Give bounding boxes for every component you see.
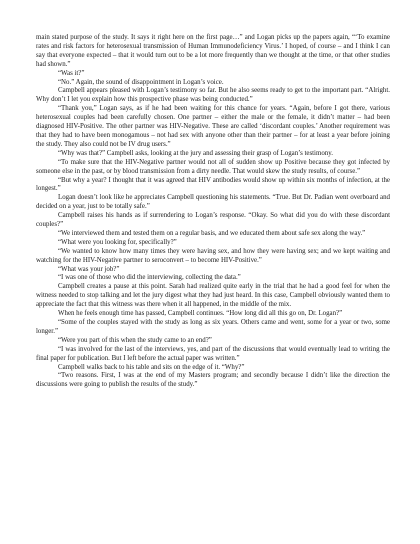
paragraph: “I was one of those who did the interviewing, collecting the data.” (58, 274, 241, 282)
paragraph: “We wanted to know how many times they were having sex, and how they were having sex; and we kept waiting and watching for the HIV-Negative partner to seroconvert – to become HIV-Positive.” (36, 247, 390, 264)
paragraph: Campbell raises his hands as if surrendering to Logan’s response. “Okay. So what did you do with these discordant couples?” (36, 212, 390, 229)
paragraph: main stated purpose of the study. It says it right here on the first page…” and Logan picks up the papers again, “‘To examine rates and risk factors for heterosexual transmission of Human Immunodeficiency Virus.’ I hoped, of course – and I think I can say that everyone expected – that it would turn out to be a lot more frequently than we thought at the time, or that other studies had shown.” (36, 34, 390, 68)
paragraph: “No.” Again, the sound of disappointment in Logan’s voice. (58, 78, 224, 86)
paragraph: When he feels enough time has passed, Campbell continues. “How long did all this go on, Dr. Logan?” (58, 310, 343, 318)
paragraph: “What were you looking for, specifically?” (58, 238, 177, 246)
body-text (36, 34, 390, 390)
paragraph: “Was it?” (58, 69, 85, 77)
paragraph: “I was involved for the last of the interviews, yes, and part of the discussions that would eventually lead to writing the final paper for publication. But I left before the actual paper was written.” (36, 345, 390, 362)
paragraph: “But why a year? I thought that it was agreed that HIV antibodies would show up within six months of infection, at the longest.” (36, 176, 390, 193)
paragraph: “Some of the couples stayed with the study as long as six years. Others came and went, some for a year or two, some longer.” (36, 319, 390, 335)
paragraph: Logan doesn’t look like he appreciates Campbell questioning his statements. “True. But Dr. Padian went overboard and decided on a year, just to be totally safe.” (36, 194, 390, 211)
paragraph: Campbell appears pleased with Logan’s testimony so far. But he also seems ready to get to the important part. “Alright. Why don’t I let you explain how this prospective phase was being conducted.” (36, 87, 390, 104)
paragraph: “Two reasons. First, I was at the end of my Masters program; and secondly because I didn’t like the direction the discussions were going to publish the results of the study.” (36, 372, 390, 389)
paragraph: “Why was that?” Campbell asks, looking at the jury and assessing their grasp of Logan’s testimony. (58, 149, 333, 157)
paragraph: Campbell walks back to his table and sits on the edge of it. “Why?” (58, 363, 245, 371)
paragraph: “What was your job?” (58, 265, 120, 273)
paragraph: “We interviewed them and tested them on a regular basis, and we educated them about safe sex along the way.” (58, 229, 366, 237)
paragraph: Campbell creates a pause at this point. Sarah had realized quite early in the trial that he had a good feel for when the witness needed to stop talking and let the jury digest what they had just heard. In this case, Campbell obviously wanted them to appreciate the fact that this witness was there when it all happened, in the middle of the mix. (36, 283, 390, 309)
paragraph: “Were you part of this when the study came to an end?” (58, 336, 212, 344)
paragraph: “To make sure that the HIV-Negative partner would not all of sudden show up Positive because they got infected by someone else in the past, or by blood transmission from a dirty needle. That would skew the study results, of course.” (36, 158, 390, 175)
paragraph: “Thank you,” Logan says, as if he had been waiting for this chance for years. “Again, before I got there, various heterosexual couples had been carefully chosen. One partner – either the male or the female, it didn’t matter – had been diagnosed HIV-Positive. The other partner was HIV-Negative. These are called ‘discordant couples.’ Another requirement was that they had to have been monogamous – not had sex with anyone other than their partner – for at least a year before joining the study. They also could not be IV drug users.” (36, 105, 390, 148)
